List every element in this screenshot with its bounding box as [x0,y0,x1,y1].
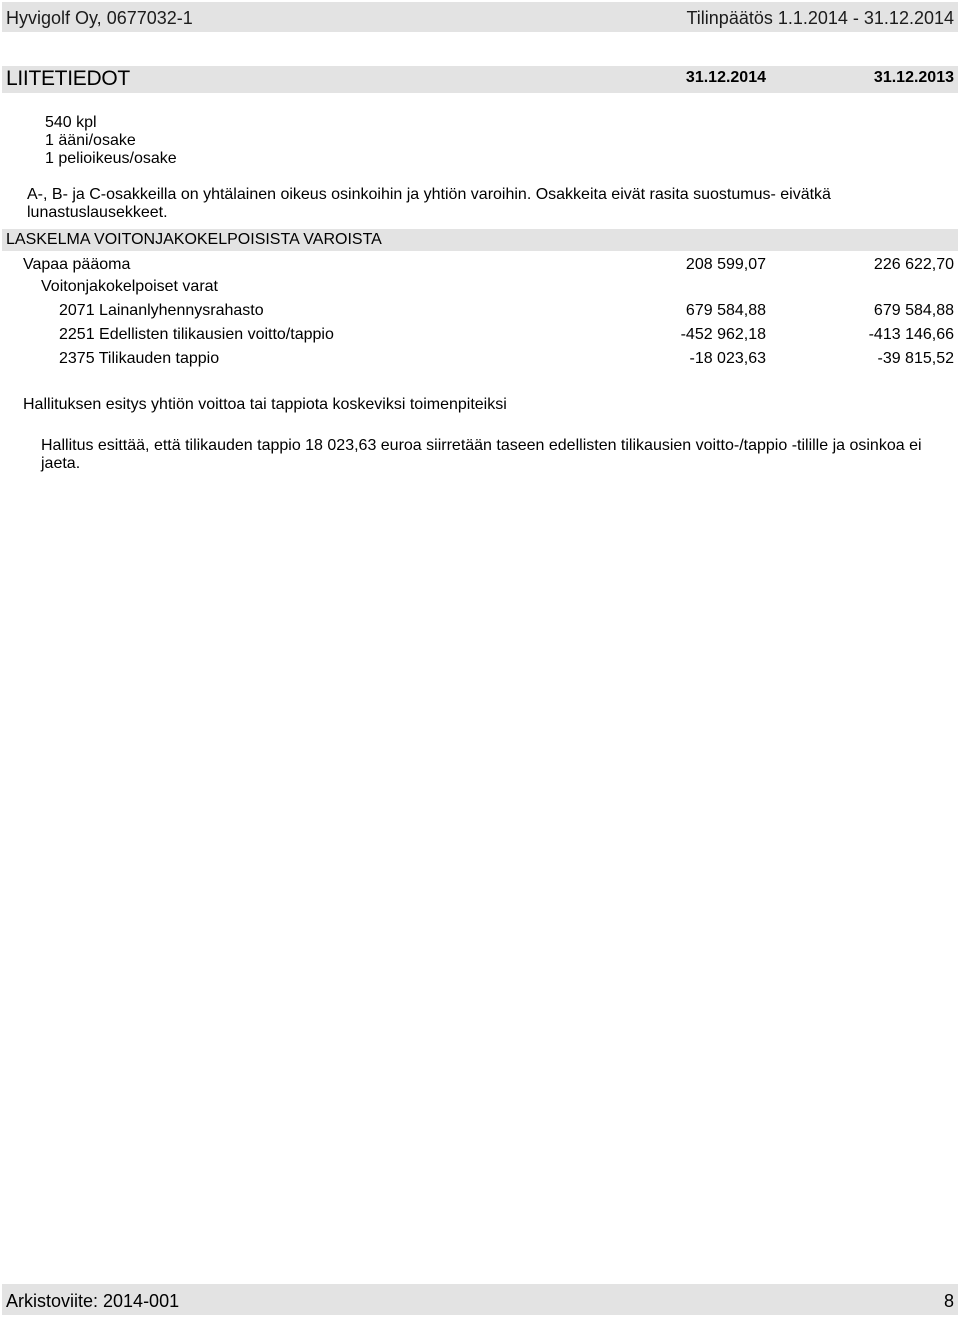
free-equity-current: 208 599,07 [685,256,766,273]
table-row-label: 2251 Edellisten tilikausien voitto/tappio [59,326,334,343]
board-proposal-title: Hallituksen esitys yhtiön voittoa tai tappiota koskeviksi toimenpiteiksi [23,396,507,413]
share-rights-paragraph: A-, B- ja C-osakkeilla on yhtälainen oikeus osinkoihin ja yhtiön varoihin. Osakkeita eivät rasita suostumus- eivätkä lunastuslausekkeet. [27,186,831,221]
table-row-label: 2071 Lainanlyhennysrahasto [59,302,264,319]
free-equity-label: Vapaa pääoma [23,256,131,273]
section-header [2,66,958,93]
board-proposal-text: Hallitus esittää, että tilikauden tappio 18 023,63 euroa siirretään taseen edellisten tilikausien voitto-/tappio -tilille ja osinkoa ei jaeta. [41,437,922,472]
table-row-value-previous: 679 584,88 [873,302,954,319]
shares-votes: 1 ääni/osake [45,132,136,149]
table-row-value-current: -452 962,18 [680,326,766,343]
table-row-label: 2375 Tilikauden tappio [59,350,220,367]
table-row-value-previous: -413 146,66 [868,326,954,343]
column-header-previous: 31.12.2013 [873,69,954,86]
table-row-value-previous: -39 815,52 [877,350,954,367]
distributable-funds-label: Voitonjakokelpoiset varat [41,278,218,295]
page-number: 8 [943,1291,954,1311]
table-row-value-current: -18 023,63 [689,350,766,367]
section-title: LIITETIEDOT [6,67,130,90]
free-equity-previous: 226 622,70 [873,256,954,273]
calculation-title: LASKELMA VOITONJAKOKELPOISISTA VAROISTA [6,231,382,248]
company-name: Hyvigolf Oy, 0677032-1 [6,8,193,28]
table-row-value-current: 679 584,88 [685,302,766,319]
shares-rights: 1 pelioikeus/osake [45,150,177,167]
shares-count: 540 kpl [45,114,97,131]
report-period: Tilinpäätös 1.1.2014 - 31.12.2014 [686,8,954,28]
archive-reference: Arkistoviite: 2014-001 [6,1291,180,1311]
column-header-current: 31.12.2014 [685,69,766,86]
